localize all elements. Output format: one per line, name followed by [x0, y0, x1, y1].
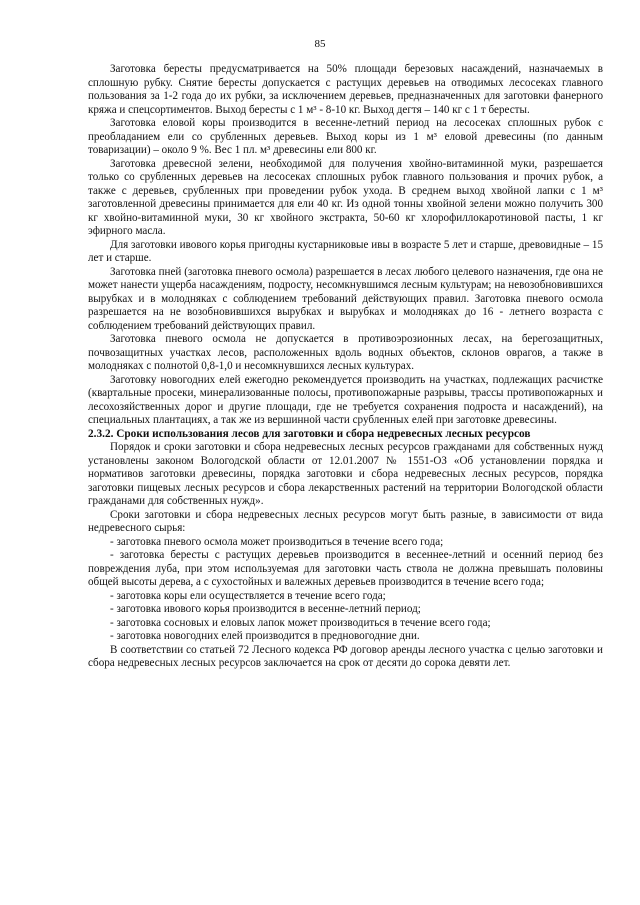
list-item: - заготовка ивового корья производится в весенне-летний период;: [110, 603, 421, 615]
paragraph-closing: В соответствии со статьей 72 Лесного кодекса РФ договор аренды лесного участка с целью заготовки и сбора недревесных лесных ресурсов заключается на срок от десяти до сорока девяти лет.: [88, 643, 603, 669]
paragraph-stumps: Заготовка пней (заготовка пневого осмола) разрешается в лесах любого целевого назначения, где она не может нанести ущерба насаждениям, подросту, несомкнувшимся лесным культурам; на невозобновившихся вырубках и в молодняках с соблюдением требований действующих правил. Заготовка пневого осмола разрешается на не возобновившихся вырубках и вырубках и молодняках до 16 - летнего возраста с соблюдением требований действующих правил.: [88, 265, 603, 332]
paragraph-birch-bark: Заготовка бересты предусматривается на 50% площади березовых насаждений, назначаемых в сплошную рубку. Снятие бересты допускается с растущих деревьев на отводимых лесосеках главного пользования за 1-2 года до их рубки, за исключением деревьев, предназначенных для заготовки фанерного кряжа и спецсортиментов. Выход бересты с 1 м³ - 8-10 кг. Выход дегтя – 140 кг с 1 т бересты.: [88, 63, 603, 116]
section-heading: 2.3.2. Сроки использования лесов для заготовки и сбора недревесных лесных ресурсов: [88, 427, 531, 440]
list-item: - заготовка бересты с растущих деревьев производится в весеннее-летний и осенний период без повреждения луба, при этом используемая для заготовки часть ствола не должна превышать половины общей высоты дерева, а с сухостойных и валежных деревьев производится в течение всего года;: [88, 549, 603, 588]
paragraph-spruce-bark: Заготовка еловой коры производится в весенне-летний период на лесосеках сплошных рубок с преобладанием ели со срубленных деревьев. Выход коры из 1 м³ еловой древесины (по данным товаризации) – около 9 %. Вес 1 пл. м³ древесины ели 800 кг.: [88, 117, 603, 156]
list-item: - заготовка новогодних елей производится в предновогодние дни.: [110, 630, 420, 642]
list-item: - заготовка сосновых и еловых лапок может производиться в течение всего года;: [110, 616, 491, 629]
page-content: [88, 63, 603, 671]
paragraph-willow-bark: Для заготовки ивового корья пригодны кустарниковые ивы в возрасте 5 лет и старше, древовидные – 15 лет и старше.: [88, 238, 603, 264]
paragraph-procedure: Порядок и сроки заготовки и сбора недревесных лесных ресурсов гражданами для собственных нужд установлены законом Вологодской области от 12.01.2007 № 1551-ОЗ «Об установлении порядка и нормативов заготовки древесины, порядка заготовки и сбора недревесных лесных ресурсов, порядка заготовки пищевых лесных ресурсов и сбора лекарственных растений на территории Вологодской области гражданами для собственных нужд».: [88, 441, 603, 507]
list-item: - заготовка коры ели осуществляется в течение всего года;: [110, 589, 386, 602]
list-item: - заготовка пневого осмола может производиться в течение всего года;: [110, 535, 444, 548]
paragraph-terms: Сроки заготовки и сбора недревесных лесных ресурсов могут быть разные, в зависимости от вида недревесного сырья:: [88, 508, 603, 534]
paragraph-stumps-restrictions: Заготовка пневого осмола не допускается в противоэрозионных лесах, на берегозащитных, почвозащитных участках лесов, расположенных вдоль водных объектов, склонов оврагов, а также в молодняках с полнотой 0,8-1,0 и несомкнувшихся лесных культурах.: [88, 333, 603, 372]
page-number: 85: [314, 38, 326, 50]
paragraph-wood-greenery: Заготовка древесной зелени, необходимой для получения хвойно-витаминной муки, разрешается только со срубленных деревьев на лесосеках сплошных рубок главного пользования и прочих рубок, а также с деревьев, срубленных при проведении рубок ухода. В среднем выход хвойной лапки с 1 м³ заготовленной древесины принимается для ели 40 кг. Из одной тонны хвойной зелени можно получить 300 кг хвойно-витаминной муки, 30 кг хвойного экстракта, 50-60 кг хлорофиллокаротиновой пасты, 1 кг эфирного масла.: [88, 157, 603, 237]
paragraph-new-year-trees: Заготовку новогодних елей ежегодно рекомендуется производить на участках, подлежащих расчистке (квартальные просеки, минерализованные полосы, противопожарные разрывы, трассы противопожарных и лесохозяйственных дорог и другие площади, где не требуется сохранения подроста и насаждений), на специальных плантациях, а так же из вершинной части срубленных елей при заготовке древесины.: [88, 373, 603, 426]
